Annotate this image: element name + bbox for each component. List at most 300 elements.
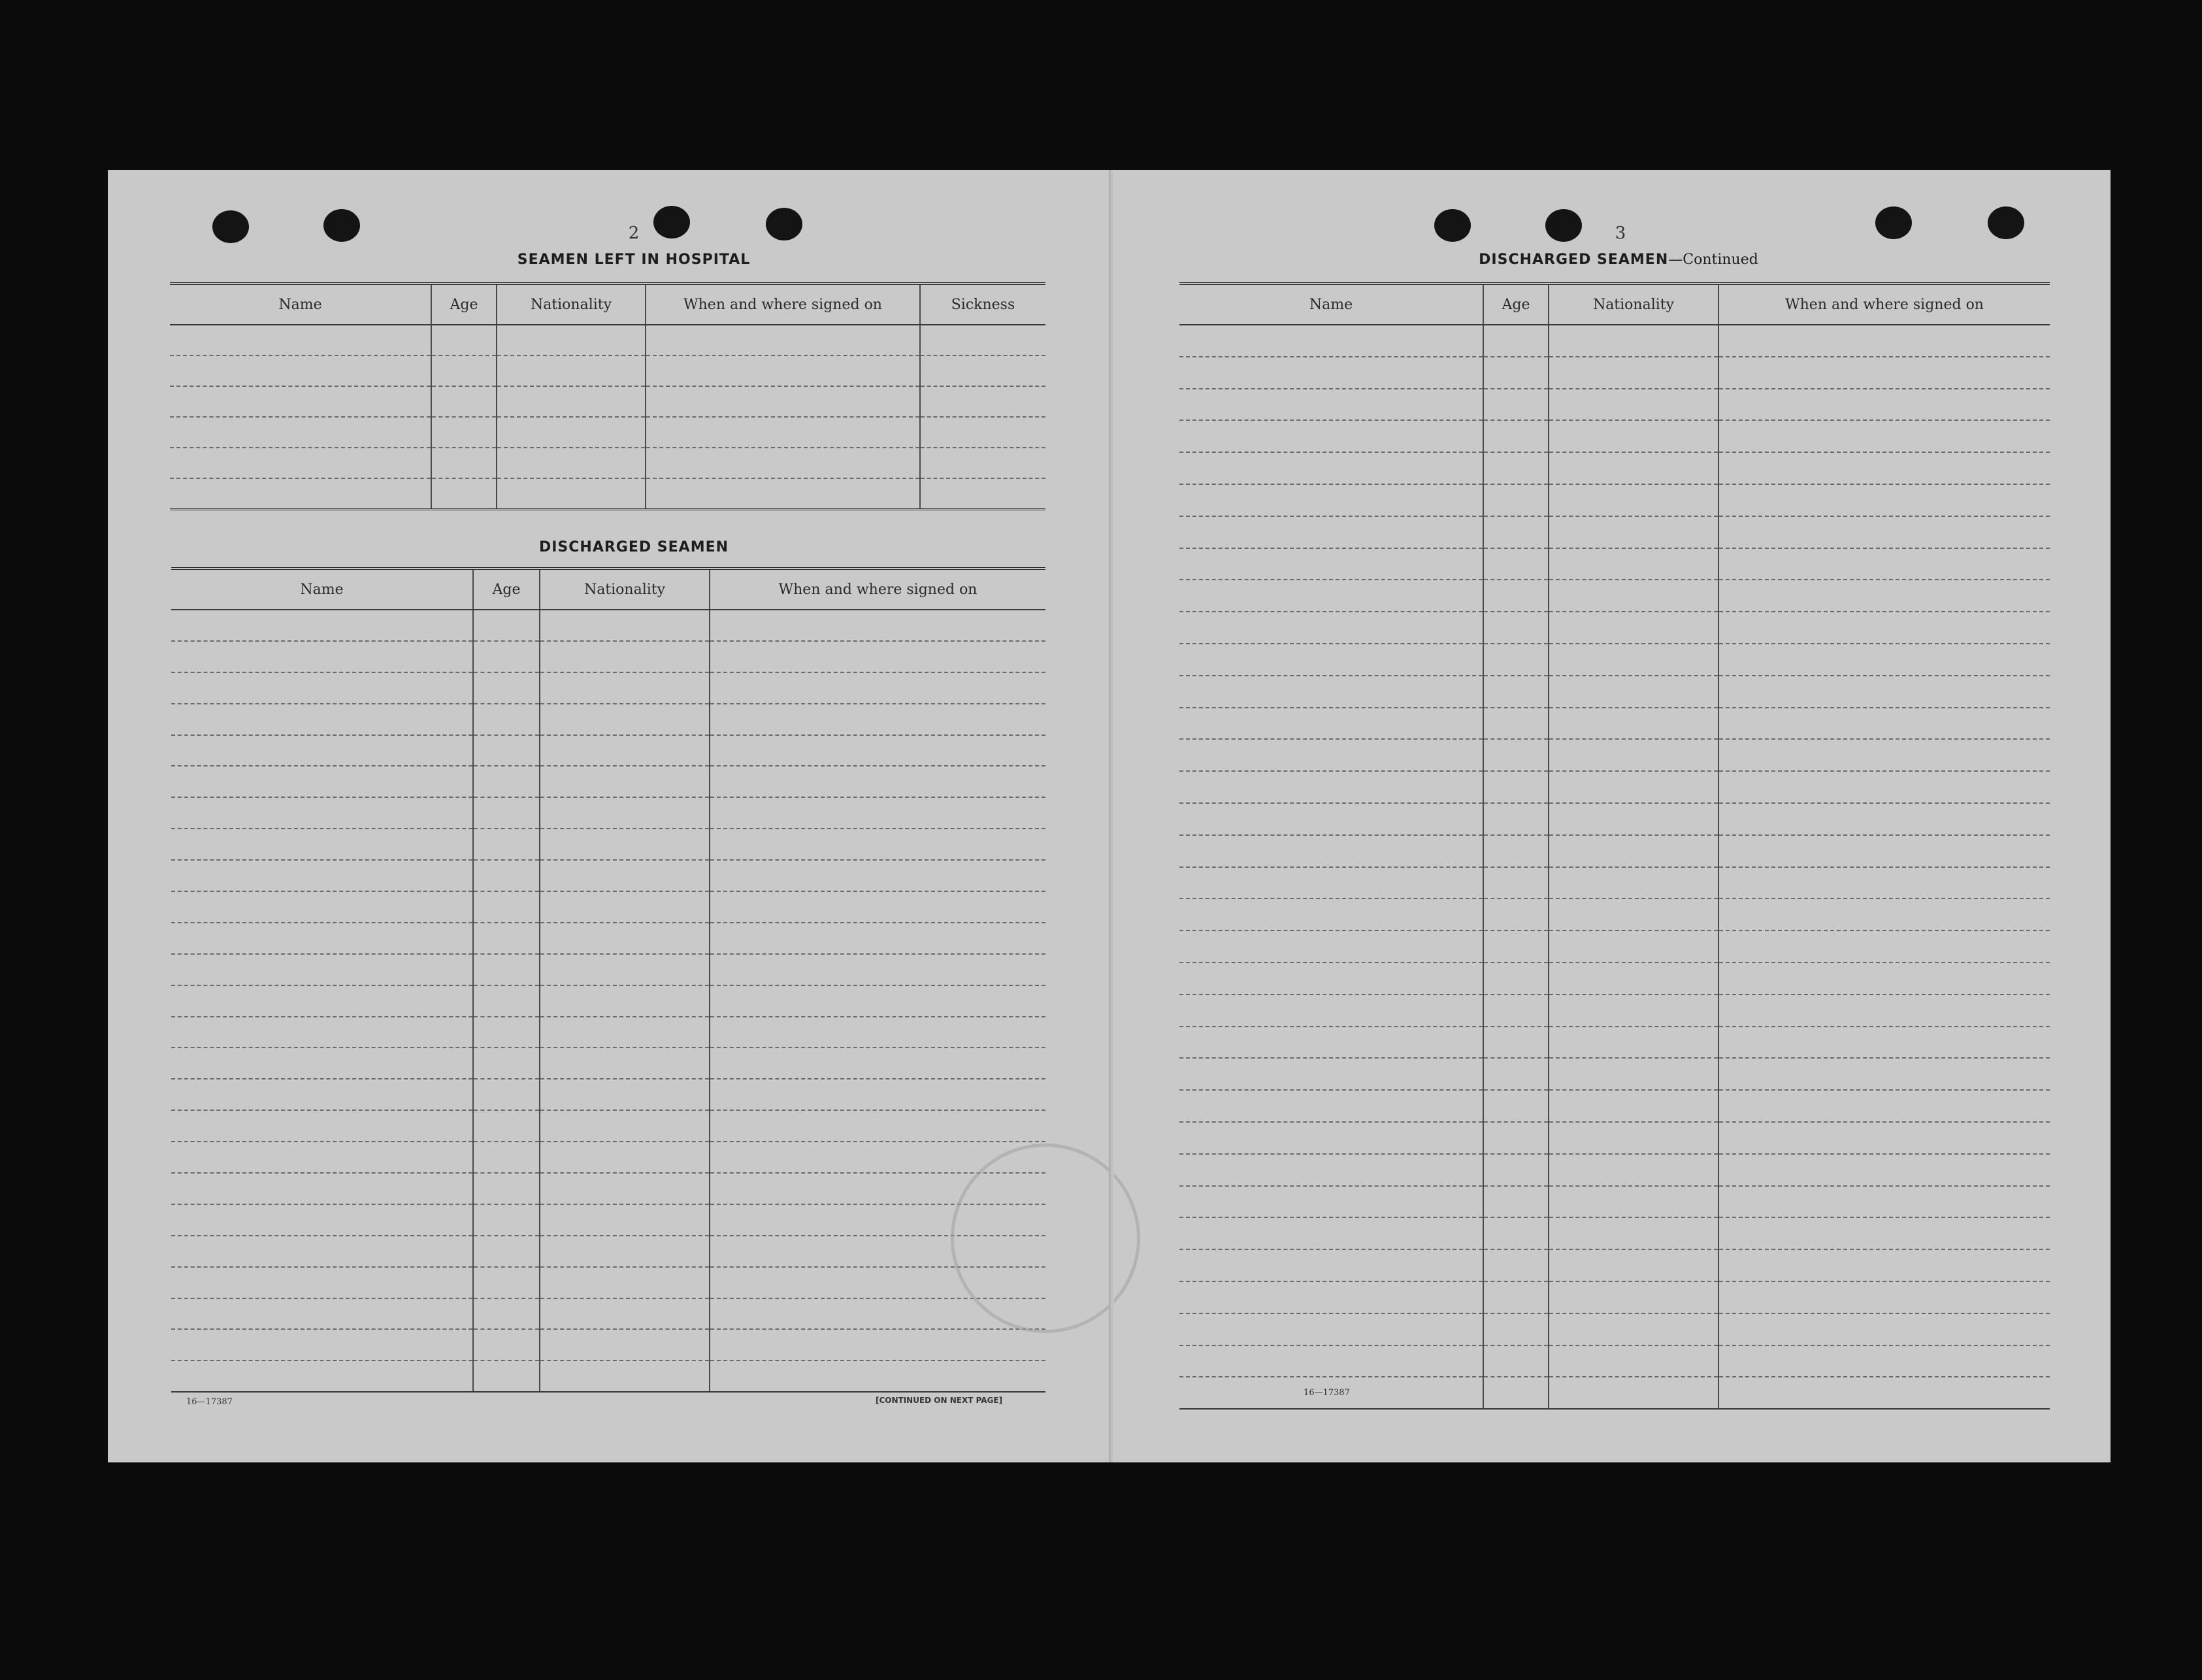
blank-form-cell	[1179, 771, 1483, 803]
blank-form-cell	[1483, 484, 1549, 516]
blank-form-cell	[710, 610, 1045, 641]
blank-form-row	[171, 860, 1045, 891]
blank-form-cell	[1549, 484, 1718, 516]
blank-form-cell	[171, 641, 473, 672]
punch-hole	[1988, 206, 2024, 239]
blank-form-cell	[497, 325, 646, 355]
blank-form-cell	[1179, 357, 1483, 389]
blank-form-row	[1179, 898, 2050, 931]
blank-form-cell	[1718, 1058, 2050, 1090]
blank-form-cell	[473, 1079, 540, 1110]
blank-form-cell	[710, 1360, 1045, 1392]
blank-form-cell	[1718, 516, 2050, 548]
blank-form-row	[170, 386, 1045, 417]
blank-form-cell	[1718, 1217, 2050, 1249]
blank-form-cell	[1718, 1122, 2050, 1154]
blank-form-cell	[1718, 1090, 2050, 1122]
blank-form-cell	[710, 923, 1045, 954]
blank-form-cell	[1483, 708, 1549, 740]
blank-form-cell	[171, 797, 473, 829]
blank-form-cell	[1179, 644, 1483, 676]
blank-form-cell	[540, 1329, 710, 1360]
blank-form-cell	[170, 325, 431, 355]
blank-form-cell	[431, 417, 497, 448]
blank-form-cell	[473, 1047, 540, 1079]
blank-form-cell	[540, 985, 710, 1017]
blank-form-cell	[1718, 357, 2050, 389]
blank-form-row	[170, 478, 1045, 510]
blank-form-cell	[540, 829, 710, 860]
blank-form-cell	[171, 860, 473, 891]
blank-form-cell	[1483, 995, 1549, 1027]
blank-form-cell	[540, 766, 710, 797]
blank-form-cell	[1549, 835, 1718, 867]
blank-form-cell	[1483, 676, 1549, 708]
blank-form-cell	[1483, 803, 1549, 835]
blank-form-cell	[710, 891, 1045, 923]
blank-form-cell	[1179, 516, 1483, 548]
blank-form-cell	[1179, 452, 1483, 484]
blank-form-cell	[1483, 1122, 1549, 1154]
blank-form-row	[1179, 1281, 2050, 1313]
continued-note: [CONTINUED ON NEXT PAGE]	[876, 1396, 1003, 1405]
blank-form-cell	[1549, 771, 1718, 803]
blank-form-cell	[473, 735, 540, 766]
blank-form-cell	[1179, 739, 1483, 771]
blank-form-cell	[170, 448, 431, 478]
column-header-nationality: Nationality	[540, 568, 710, 610]
blank-form-cell	[1483, 357, 1549, 389]
blank-form-row	[1179, 931, 2050, 963]
blank-form-row	[1179, 995, 2050, 1027]
blank-form-cell	[171, 1267, 473, 1298]
blank-form-row	[1179, 803, 2050, 835]
blank-form-cell	[431, 448, 497, 478]
seamen-left-in-hospital-table	[170, 282, 1045, 510]
blank-form-row	[171, 672, 1045, 704]
form-number: 16—17387	[186, 1397, 233, 1407]
blank-form-cell	[1179, 1122, 1483, 1154]
blank-form-row	[171, 641, 1045, 672]
blank-form-cell	[920, 448, 1045, 478]
blank-form-cell	[1549, 931, 1718, 963]
blank-form-row	[171, 1298, 1045, 1330]
blank-form-row	[1179, 389, 2050, 421]
column-header-age: Age	[473, 568, 540, 610]
blank-form-row	[1179, 708, 2050, 740]
discharged-seamen-continued-table	[1179, 282, 2050, 1410]
blank-form-row	[170, 325, 1045, 355]
blank-form-cell	[540, 1360, 710, 1392]
blank-form-cell	[1718, 963, 2050, 995]
blank-form-cell	[473, 1017, 540, 1048]
blank-form-cell	[1483, 548, 1549, 580]
blank-form-cell	[1549, 676, 1718, 708]
blank-form-cell	[1549, 995, 1718, 1027]
blank-form-row	[1179, 1249, 2050, 1281]
blank-form-cell	[1718, 548, 2050, 580]
blank-form-cell	[1718, 580, 2050, 612]
blank-form-row	[171, 1142, 1045, 1173]
blank-form-cell	[540, 641, 710, 672]
blank-form-cell	[1718, 676, 2050, 708]
blank-form-row	[1179, 1345, 2050, 1377]
blank-form-row	[1179, 676, 2050, 708]
blank-form-row	[1179, 516, 2050, 548]
form-number: 16—17387	[1304, 1388, 1350, 1398]
blank-form-row	[1179, 1217, 2050, 1249]
blank-form-cell	[431, 386, 497, 417]
discharged-section-title: DISCHARGED SEAMEN	[538, 539, 729, 555]
punch-hole	[1545, 209, 1582, 242]
blank-form-cell	[473, 1329, 540, 1360]
blank-form-cell	[540, 954, 710, 985]
blank-form-row	[1179, 325, 2050, 357]
blank-form-cell	[1718, 644, 2050, 676]
blank-form-row	[171, 704, 1045, 735]
punch-hole	[212, 210, 249, 243]
blank-form-cell	[920, 325, 1045, 355]
blank-form-cell	[1483, 580, 1549, 612]
column-header-sickness: Sickness	[920, 284, 1045, 325]
blank-form-cell	[920, 417, 1045, 448]
blank-form-cell	[473, 891, 540, 923]
blank-form-cell	[920, 355, 1045, 386]
blank-form-cell	[170, 355, 431, 386]
blank-form-cell	[1179, 963, 1483, 995]
blank-form-cell	[540, 860, 710, 891]
blank-form-cell	[646, 355, 920, 386]
column-header-age: Age	[1483, 284, 1549, 325]
blank-form-cell	[540, 923, 710, 954]
blank-form-cell	[1179, 548, 1483, 580]
blank-form-cell	[1179, 708, 1483, 740]
blank-form-row	[1179, 1090, 2050, 1122]
punch-hole	[1434, 209, 1471, 242]
blank-form-row	[1179, 771, 2050, 803]
blank-form-cell	[540, 1173, 710, 1204]
blank-form-cell	[1483, 1281, 1549, 1313]
blank-form-cell	[1179, 1058, 1483, 1090]
blank-form-row	[171, 954, 1045, 985]
hospital-section-title: SEAMEN LEFT IN HOSPITAL	[517, 252, 751, 268]
blank-form-cell	[540, 704, 710, 735]
blank-form-cell	[1549, 1122, 1718, 1154]
blank-form-cell	[1179, 580, 1483, 612]
blank-form-row	[170, 355, 1045, 386]
blank-form-cell	[1179, 1154, 1483, 1186]
blank-form-cell	[540, 891, 710, 923]
blank-form-cell	[1179, 867, 1483, 899]
blank-form-cell	[710, 641, 1045, 672]
blank-form-cell	[1549, 548, 1718, 580]
blank-form-cell	[497, 417, 646, 448]
blank-form-cell	[171, 704, 473, 735]
blank-form-cell	[1483, 452, 1549, 484]
blank-form-cell	[1179, 484, 1483, 516]
blank-form-cell	[473, 923, 540, 954]
blank-form-row	[1179, 357, 2050, 389]
blank-form-cell	[1483, 325, 1549, 357]
blank-form-row	[171, 1204, 1045, 1236]
punch-hole	[323, 209, 360, 242]
blank-form-row	[1179, 1186, 2050, 1218]
blank-form-cell	[1483, 1345, 1549, 1377]
page-number: 2	[628, 223, 640, 243]
page-number: 3	[1615, 223, 1626, 243]
discharged-continued-title-main: DISCHARGED SEAMEN	[1479, 252, 1669, 268]
blank-form-cell	[1179, 612, 1483, 644]
blank-form-cell	[1483, 644, 1549, 676]
blank-form-cell	[540, 1110, 710, 1142]
blank-form-cell	[473, 1173, 540, 1204]
blank-form-cell	[473, 1142, 540, 1173]
blank-form-cell	[473, 766, 540, 797]
blank-form-row	[1179, 644, 2050, 676]
blank-form-cell	[1483, 963, 1549, 995]
blank-form-cell	[170, 478, 431, 510]
blank-form-cell	[1718, 325, 2050, 357]
blank-form-cell	[171, 985, 473, 1017]
right-page	[1109, 170, 2111, 1462]
blank-form-cell	[1483, 1154, 1549, 1186]
blank-form-cell	[540, 1204, 710, 1236]
blank-form-cell	[1549, 1377, 1718, 1409]
blank-form-row	[171, 1110, 1045, 1142]
blank-form-row	[171, 1173, 1045, 1204]
column-header-age: Age	[431, 284, 497, 325]
blank-form-cell	[1718, 708, 2050, 740]
blank-form-cell	[1718, 931, 2050, 963]
blank-form-cell	[473, 954, 540, 985]
discharged-continued-title	[1409, 252, 1828, 268]
blank-form-cell	[431, 355, 497, 386]
blank-form-cell	[170, 386, 431, 417]
blank-form-cell	[1549, 1217, 1718, 1249]
blank-form-cell	[1718, 1186, 2050, 1218]
blank-form-cell	[1549, 1154, 1718, 1186]
blank-form-cell	[540, 1079, 710, 1110]
blank-form-cell	[710, 1329, 1045, 1360]
blank-form-cell	[1549, 1090, 1718, 1122]
column-header-name: Name	[171, 568, 473, 610]
blank-form-cell	[171, 891, 473, 923]
blank-form-row	[171, 1236, 1045, 1267]
blank-form-cell	[171, 1047, 473, 1079]
blank-form-cell	[1483, 420, 1549, 452]
blank-form-cell	[1549, 739, 1718, 771]
column-header-when-where-signed-on: When and where signed on	[710, 568, 1045, 610]
blank-form-row	[1179, 1058, 2050, 1090]
blank-form-cell	[1483, 612, 1549, 644]
blank-form-cell	[171, 610, 473, 641]
blank-form-cell	[431, 325, 497, 355]
blank-form-row	[1179, 612, 2050, 644]
blank-form-cell	[710, 1047, 1045, 1079]
blank-form-cell	[1549, 963, 1718, 995]
blank-form-cell	[497, 386, 646, 417]
blank-form-cell	[473, 1236, 540, 1267]
blank-form-cell	[1483, 1313, 1549, 1345]
blank-form-cell	[473, 704, 540, 735]
blank-form-cell	[1549, 1058, 1718, 1090]
blank-form-row	[1179, 1313, 2050, 1345]
blank-form-cell	[170, 417, 431, 448]
blank-form-cell	[1179, 803, 1483, 835]
blank-form-cell	[710, 766, 1045, 797]
blank-form-cell	[1718, 1313, 2050, 1345]
blank-form-cell	[1179, 420, 1483, 452]
blank-form-row	[1179, 963, 2050, 995]
blank-form-cell	[1549, 420, 1718, 452]
blank-form-cell	[171, 1017, 473, 1048]
blank-form-cell	[171, 1142, 473, 1173]
left-page	[108, 170, 1109, 1462]
blank-form-cell	[171, 672, 473, 704]
blank-form-cell	[1483, 1217, 1549, 1249]
blank-form-row	[171, 1047, 1045, 1079]
blank-form-cell	[171, 1204, 473, 1236]
blank-form-cell	[920, 386, 1045, 417]
blank-form-cell	[1483, 898, 1549, 931]
blank-form-cell	[1718, 612, 2050, 644]
column-header-name: Name	[170, 284, 431, 325]
blank-form-row	[1179, 580, 2050, 612]
blank-form-cell	[1549, 1186, 1718, 1218]
blank-form-cell	[1549, 389, 1718, 421]
blank-form-cell	[171, 954, 473, 985]
blank-form-cell	[540, 610, 710, 641]
blank-form-cell	[473, 1360, 540, 1392]
blank-form-cell	[710, 1110, 1045, 1142]
blank-form-cell	[1549, 452, 1718, 484]
blank-form-cell	[171, 1236, 473, 1267]
blank-form-row	[1179, 484, 2050, 516]
blank-form-cell	[1179, 995, 1483, 1027]
blank-form-cell	[473, 1110, 540, 1142]
blank-form-cell	[540, 1267, 710, 1298]
blank-form-cell	[497, 478, 646, 510]
blank-form-cell	[540, 797, 710, 829]
form-sheet	[108, 170, 2111, 1462]
blank-form-cell	[1179, 1249, 1483, 1281]
blank-form-cell	[1483, 867, 1549, 899]
blank-form-row	[171, 610, 1045, 641]
blank-form-cell	[1718, 1154, 2050, 1186]
blank-form-cell	[473, 829, 540, 860]
blank-form-cell	[710, 672, 1045, 704]
blank-form-row	[171, 891, 1045, 923]
blank-form-cell	[1549, 1249, 1718, 1281]
blank-form-cell	[646, 386, 920, 417]
blank-form-cell	[1718, 420, 2050, 452]
blank-form-cell	[1718, 1027, 2050, 1059]
punch-hole	[766, 208, 802, 240]
blank-form-cell	[1549, 1281, 1718, 1313]
blank-form-cell	[1718, 739, 2050, 771]
continued-suffix: —Continued	[1668, 252, 1758, 268]
blank-form-cell	[540, 1298, 710, 1330]
blank-form-row	[1179, 1027, 2050, 1059]
blank-form-cell	[1483, 516, 1549, 548]
blank-form-cell	[1483, 1027, 1549, 1059]
blank-form-cell	[1179, 1217, 1483, 1249]
blank-form-cell	[473, 610, 540, 641]
blank-form-cell	[1179, 1090, 1483, 1122]
blank-form-row	[171, 797, 1045, 829]
blank-form-cell	[1718, 995, 2050, 1027]
blank-form-cell	[1549, 325, 1718, 357]
column-header-when-where-signed-on: When and where signed on	[646, 284, 920, 325]
blank-form-cell	[473, 1267, 540, 1298]
blank-form-row	[1179, 739, 2050, 771]
blank-form-cell	[1549, 612, 1718, 644]
blank-form-cell	[1549, 867, 1718, 899]
blank-form-cell	[1549, 708, 1718, 740]
blank-form-cell	[1483, 931, 1549, 963]
blank-form-cell	[1179, 325, 1483, 357]
blank-form-cell	[1718, 1377, 2050, 1409]
blank-form-cell	[710, 1079, 1045, 1110]
blank-form-cell	[1549, 803, 1718, 835]
blank-form-cell	[171, 1360, 473, 1392]
blank-form-cell	[1179, 1345, 1483, 1377]
blank-form-cell	[1483, 1186, 1549, 1218]
blank-form-row	[1179, 1122, 2050, 1154]
blank-form-cell	[1483, 835, 1549, 867]
blank-form-cell	[646, 478, 920, 510]
blank-form-cell	[171, 735, 473, 766]
blank-form-cell	[1718, 484, 2050, 516]
blank-form-row	[1179, 548, 2050, 580]
blank-form-cell	[1483, 1377, 1549, 1409]
blank-form-cell	[540, 1236, 710, 1267]
blank-form-cell	[1179, 898, 1483, 931]
blank-form-cell	[540, 1047, 710, 1079]
blank-form-cell	[920, 478, 1045, 510]
blank-form-cell	[1718, 898, 2050, 931]
blank-form-cell	[710, 704, 1045, 735]
blank-form-cell	[473, 1298, 540, 1330]
blank-form-cell	[1549, 516, 1718, 548]
blank-form-cell	[473, 860, 540, 891]
blank-form-cell	[1483, 1249, 1549, 1281]
blank-form-cell	[473, 672, 540, 704]
blank-form-cell	[710, 954, 1045, 985]
blank-form-row	[171, 1360, 1045, 1392]
blank-form-cell	[1549, 644, 1718, 676]
blank-form-cell	[171, 766, 473, 797]
blank-form-cell	[473, 797, 540, 829]
blank-form-cell	[710, 1017, 1045, 1048]
blank-form-cell	[171, 923, 473, 954]
column-header-nationality: Nationality	[497, 284, 646, 325]
blank-form-row	[170, 417, 1045, 448]
blank-form-cell	[1718, 771, 2050, 803]
blank-form-cell	[710, 985, 1045, 1017]
blank-form-cell	[540, 1142, 710, 1173]
blank-form-cell	[1718, 389, 2050, 421]
column-header-nationality: Nationality	[1549, 284, 1718, 325]
blank-form-cell	[1483, 1058, 1549, 1090]
blank-form-cell	[540, 1017, 710, 1048]
blank-form-cell	[171, 1173, 473, 1204]
blank-form-cell	[710, 829, 1045, 860]
blank-form-cell	[1179, 1027, 1483, 1059]
discharged-seamen-table	[171, 567, 1045, 1393]
blank-form-cell	[646, 448, 920, 478]
blank-form-cell	[1179, 676, 1483, 708]
